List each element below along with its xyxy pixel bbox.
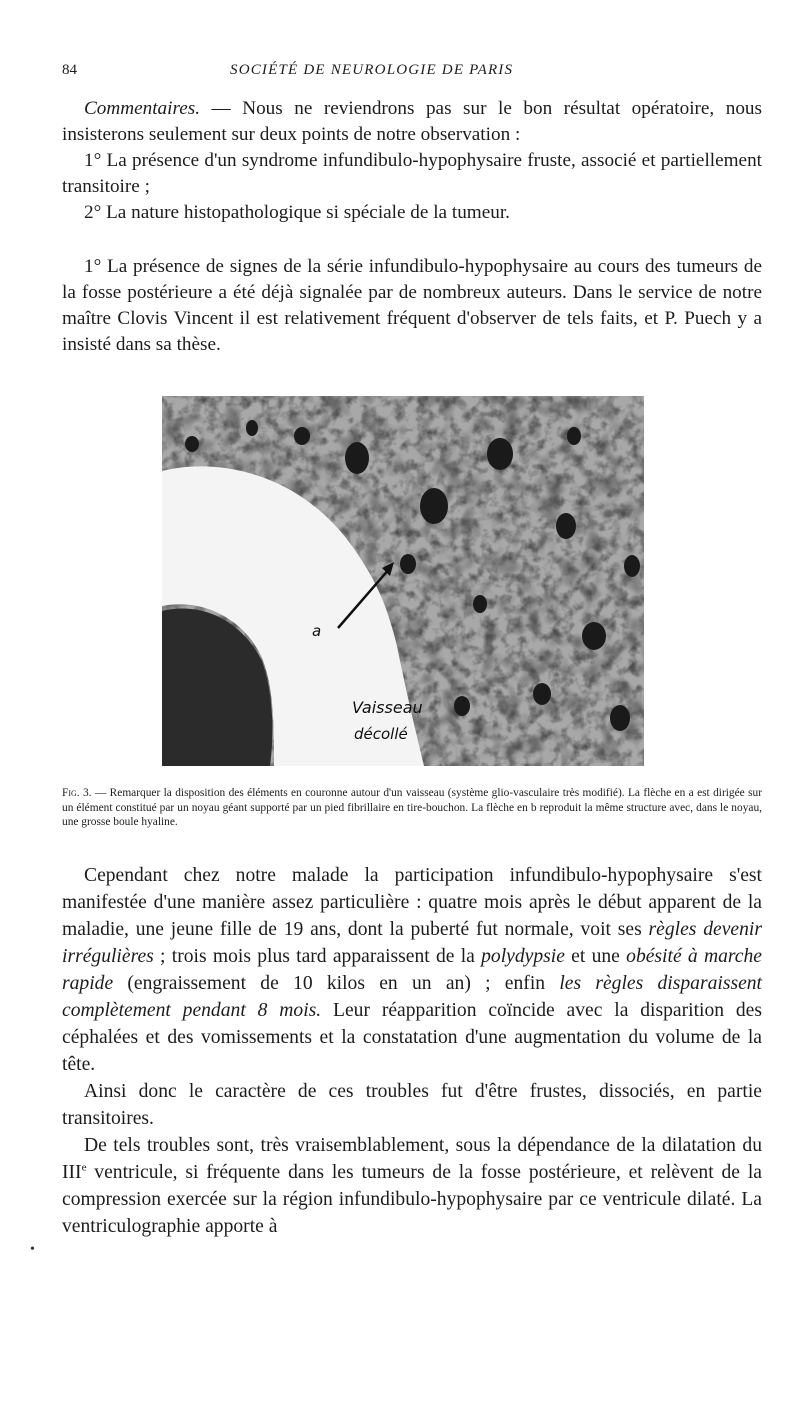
section-1-paragraph: 1° La présence de signes de la série infundibulo-hypophysaire au cours des tumeurs de la fosse postérieure a été déjà signalée par de nombreux auteurs. Dans le service de notre maître Clovis Vincent il est relativement fréquent d'observer de tels faits, et P. Puech y a insisté dans sa thèse. [62, 256, 762, 355]
body-paragraph-1: Cependant chez notre malade la participation infundibulo-hypophysaire s'est manifestée d'une manière assez particulière : quatre mois après le début apparent de la maladie, une jeune fille de 19 ans, dont la puberté fut normale, voit ses règles devenir irrégulières ; trois mois plus tard apparaissent de la polydypsie et une obésité à marche rapide (engraissement de 10 kilos en un an) ; enfin les règles disparaissent complètement pendant 8 mois. Leur réapparition coïncide avec la disparition des céphalées et des vomissements et la constatation d'une augmentation du volume de la tête. [62, 865, 763, 1075]
page-number: 84 [62, 62, 77, 78]
margin-mark: • [30, 1242, 35, 1257]
point-1: 1° La présence d'un syndrome infundibulo-hypophysaire fruste, associé et partiellement transitoire ; [62, 150, 762, 197]
figure-annotation-decolle: décollé [354, 725, 408, 743]
figure-annotation-vaisseau: Vaisseau [352, 698, 423, 717]
figure-label-a: a [312, 622, 322, 640]
body-paragraph-2: Ainsi donc le caractère de ces troubles fut d'être frustes, dissociés, en partie transitoires. [62, 1081, 762, 1129]
running-head: SOCIÉTÉ DE NEUROLOGIE DE PARIS [230, 62, 514, 78]
body-paragraph-3: De tels troubles sont, très vraisemblablement, sous la dépendance de la dilatation du IIIe ventricule, si fréquente dans les tumeurs de la fosse postérieure, et relèvent de la compression exercée sur la région infundibulo-hypophysaire par ce ventricule dilaté. La ventriculographie apporte à [62, 1135, 762, 1237]
page-header [62, 62, 738, 88]
commentary-lead: Commentaires. — Nous ne reviendrons pas sur le bon résultat opératoire, nous insisterons seulement sur deux points de notre observation : [62, 98, 762, 145]
histology-micrograph [162, 396, 644, 766]
body-text [62, 862, 762, 1240]
figure-caption-label: Fig. 3. [62, 787, 92, 799]
figure-caption-text: — Remarquer la disposition des éléments en couronne autour d'un vaisseau (système glio-vasculaire très modifié). La flèche en a est dirigée sur un élément constitué par un noyau géant supporté par un pied fibrillaire en tire-bouchon. La flèche en b reproduit la même structure avec, dans le noyau, une grosse boule hyaline. [62, 787, 762, 829]
figure-caption [62, 786, 762, 830]
commentary-label: Commentaires. [84, 98, 201, 119]
point-2: 2° La nature histopathologique si spéciale de la tumeur. [84, 202, 510, 223]
commentary-intro [62, 96, 762, 226]
histology-figure [162, 396, 644, 766]
